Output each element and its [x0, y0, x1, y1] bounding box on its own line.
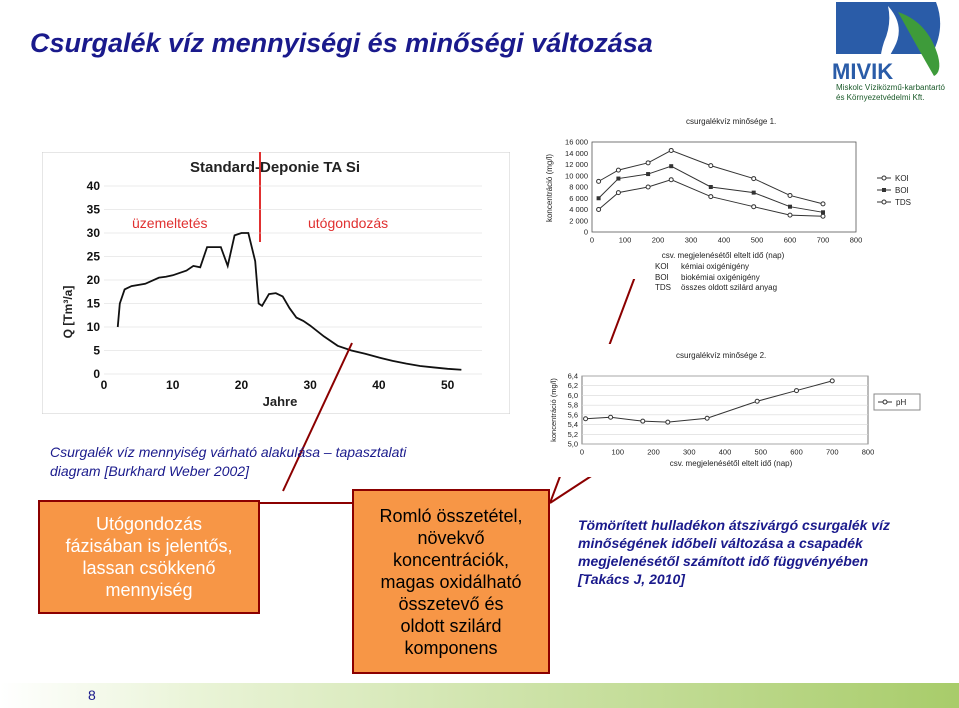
box1-line: lassan csökkenő — [82, 558, 216, 578]
data-point — [646, 172, 650, 176]
data-point — [821, 214, 825, 218]
y-tick-label: 10 000 — [565, 171, 588, 181]
quality-chart-2 — [546, 344, 926, 477]
right-caption-line4: [Takács J, 2010] — [578, 571, 685, 587]
left-caption-line1: Csurgalék víz mennyiség várható alakulása – tapasztalati — [50, 444, 407, 460]
footer-bar — [0, 683, 959, 708]
y-tick-label: 20 — [86, 273, 100, 287]
quality-chart-1-svg — [538, 106, 880, 279]
x-tick-label: 0 — [589, 235, 595, 245]
x-tick-label: 20 — [234, 378, 249, 392]
box2-line: Romló összetétel, — [379, 505, 523, 526]
x-tick-label: 50 — [440, 378, 455, 392]
y-tick-label: 8 000 — [569, 182, 588, 192]
data-point — [788, 205, 792, 209]
legend-svg — [875, 172, 935, 212]
x-tick-label: 600 — [790, 447, 803, 457]
plot-area — [582, 376, 868, 444]
abbr-desc: kémiai oxigénigény — [681, 262, 750, 271]
data-point — [705, 416, 709, 420]
legend-marker-koi — [882, 176, 886, 180]
abbr-desc: biokémiai oxigénigény — [681, 272, 760, 282]
y-tick-label: 6 000 — [569, 193, 588, 203]
quality-chart-1 — [538, 106, 880, 279]
page-number: 8 — [88, 687, 96, 703]
y-axis-label: koncentráció (mg/l) — [549, 378, 558, 442]
y-tick-label: 5,6 — [567, 410, 578, 420]
abbreviation-list — [655, 262, 955, 294]
data-point — [709, 185, 713, 189]
legend-marker-tds — [882, 200, 886, 204]
x-tick-label: 200 — [651, 235, 665, 245]
quality-decline-box — [352, 489, 550, 674]
abbr-code: BOI — [655, 272, 669, 282]
y-tick-label: 0 — [583, 227, 588, 237]
y-tick-label: 2 000 — [569, 216, 588, 226]
quality-chart-1-legend — [875, 172, 935, 272]
legend-label-boi: BOI — [895, 186, 909, 195]
x-tick-label: 500 — [750, 235, 764, 245]
abbr-row — [655, 283, 955, 294]
y-tick-label: 5,4 — [567, 420, 578, 430]
data-point — [616, 168, 620, 172]
legend-marker-boi — [882, 188, 886, 192]
data-point — [597, 179, 601, 183]
x-tick-label: 300 — [684, 235, 698, 245]
right-caption — [578, 516, 953, 588]
data-point — [646, 185, 650, 189]
data-point — [616, 191, 620, 195]
y-tick-label: 40 — [86, 179, 100, 193]
box1-line: fázisában is jelentős, — [65, 536, 233, 556]
right-caption-line1: Tömörített hulladékon átszivárgó csurgalék víz — [578, 517, 890, 533]
abbr-code: TDS — [655, 283, 671, 292]
data-point — [609, 415, 613, 419]
abbr-row — [655, 262, 955, 273]
right-caption-line3: megjelenésétől számított idő függvényében — [578, 553, 869, 569]
x-tick-label: 800 — [849, 235, 863, 245]
y-tick-label: 6,4 — [567, 371, 578, 381]
data-point — [646, 161, 650, 165]
chart-title: csurgalékvíz minősége 1. — [686, 117, 777, 126]
logo-subtitle-line1: Miskolc Víziközmű-karbantartó — [836, 83, 945, 92]
box1-line: mennyiség — [105, 580, 193, 600]
box2-line: oldott szilárd — [400, 615, 502, 636]
data-point — [669, 178, 673, 182]
x-tick-label: 600 — [783, 235, 797, 245]
x-tick-label: 400 — [717, 235, 731, 245]
x-axis-label: csv. megjelenésétől eltelt idő (nap) — [669, 459, 793, 468]
plot-area — [592, 142, 856, 232]
slide-title: Csurgalék víz mennyiségi és minőségi változása — [30, 28, 653, 58]
x-tick-label: 300 — [682, 447, 696, 457]
y-tick-label: 5,2 — [567, 429, 578, 439]
legend-marker-ph — [883, 400, 887, 404]
y-tick-label: 15 — [86, 296, 100, 311]
y-tick-label: 30 — [86, 226, 100, 240]
abbr-code: KOI — [655, 262, 669, 271]
abbr-desc: összes oldott szilárd anyag — [681, 283, 778, 292]
y-tick-label: 35 — [86, 202, 100, 217]
x-tick-label: 40 — [372, 378, 386, 392]
left-caption-line2: diagram [Burkhard Weber 2002] — [50, 463, 249, 479]
data-point — [755, 399, 759, 403]
right-caption-line2: minőségének időbeli változása a csapadék — [578, 535, 863, 551]
left-caption — [50, 443, 500, 481]
data-point — [821, 210, 825, 214]
box2-line: komponens — [404, 637, 498, 658]
y-tick-label: 16 000 — [565, 137, 588, 147]
phase-label-operation: üzemeltetés — [132, 215, 208, 231]
y-tick-label: 5 — [93, 343, 100, 358]
quality-chart-2-svg — [546, 344, 926, 477]
data-point — [616, 177, 620, 181]
data-point — [830, 379, 834, 383]
data-point — [752, 177, 756, 181]
x-tick-label: 30 — [303, 378, 317, 392]
series-line-ph — [586, 381, 833, 422]
y-tick-label: 25 — [86, 249, 100, 264]
abbr-row — [655, 273, 955, 284]
x-tick-label: 10 — [166, 378, 180, 392]
data-point — [669, 148, 673, 152]
x-axis-label: Jahre — [262, 394, 298, 409]
legend-label-tds: TDS — [895, 198, 911, 207]
y-tick-label: 10 — [86, 320, 100, 334]
y-axis-label: Q [Tm³/a] — [61, 285, 75, 339]
data-point — [584, 417, 588, 421]
data-point — [752, 191, 756, 195]
chart-title: csurgalékvíz minősége 2. — [676, 351, 767, 360]
y-tick-label: 14 000 — [565, 148, 588, 158]
y-tick-label: 6,0 — [567, 390, 578, 400]
logo-subtitle-line2: és Környezetvédelmi Kft. — [836, 93, 925, 102]
data-point — [752, 205, 756, 209]
data-point — [666, 420, 670, 424]
box1-line: Utógondozás — [95, 514, 203, 534]
legend-label-ph: pH — [896, 398, 907, 407]
aftercare-quantity-box — [38, 500, 260, 614]
y-tick-label: 6,2 — [567, 381, 578, 391]
box2-line: koncentrációk, — [392, 549, 510, 570]
data-point — [597, 208, 601, 212]
x-axis-label: csv. megjelenésétől eltelt idő (nap) — [661, 251, 785, 260]
x-tick-label: 200 — [647, 447, 660, 457]
box2-line: magas oxidálható — [380, 571, 522, 592]
chart-title: Standard-Deponie TA Si — [190, 159, 361, 176]
data-point — [641, 419, 645, 423]
data-point — [821, 202, 825, 206]
phase-label-aftercare: utógondozás — [308, 215, 389, 231]
x-tick-label: 0 — [579, 447, 585, 457]
box2-line: növekvő — [417, 527, 485, 548]
data-point — [795, 389, 799, 393]
data-point — [788, 213, 792, 217]
x-tick-label: 700 — [816, 235, 830, 245]
y-axis-label: koncentráció (mg/l) — [545, 153, 554, 223]
x-tick-label: 500 — [754, 447, 768, 457]
x-tick-label: 100 — [611, 447, 625, 457]
x-tick-label: 800 — [861, 447, 875, 457]
y-tick-label: 0 — [93, 367, 100, 381]
logo-name: MIVIK — [832, 59, 894, 84]
data-point — [709, 195, 713, 199]
y-tick-label: 4 000 — [569, 205, 588, 214]
data-point — [669, 164, 673, 168]
legend-label-koi: KOI — [895, 174, 909, 183]
x-tick-label: 100 — [618, 235, 632, 245]
x-tick-label: 0 — [100, 378, 108, 392]
y-tick-label: 5,0 — [567, 439, 578, 449]
x-tick-label: 700 — [825, 447, 839, 457]
box2-line: összetevő és — [398, 593, 504, 614]
data-point — [788, 193, 792, 197]
data-point — [709, 164, 713, 168]
y-tick-label: 12 000 — [565, 160, 588, 169]
x-tick-label: 400 — [718, 447, 732, 457]
data-point — [597, 196, 601, 200]
y-tick-label: 5,8 — [567, 400, 578, 410]
